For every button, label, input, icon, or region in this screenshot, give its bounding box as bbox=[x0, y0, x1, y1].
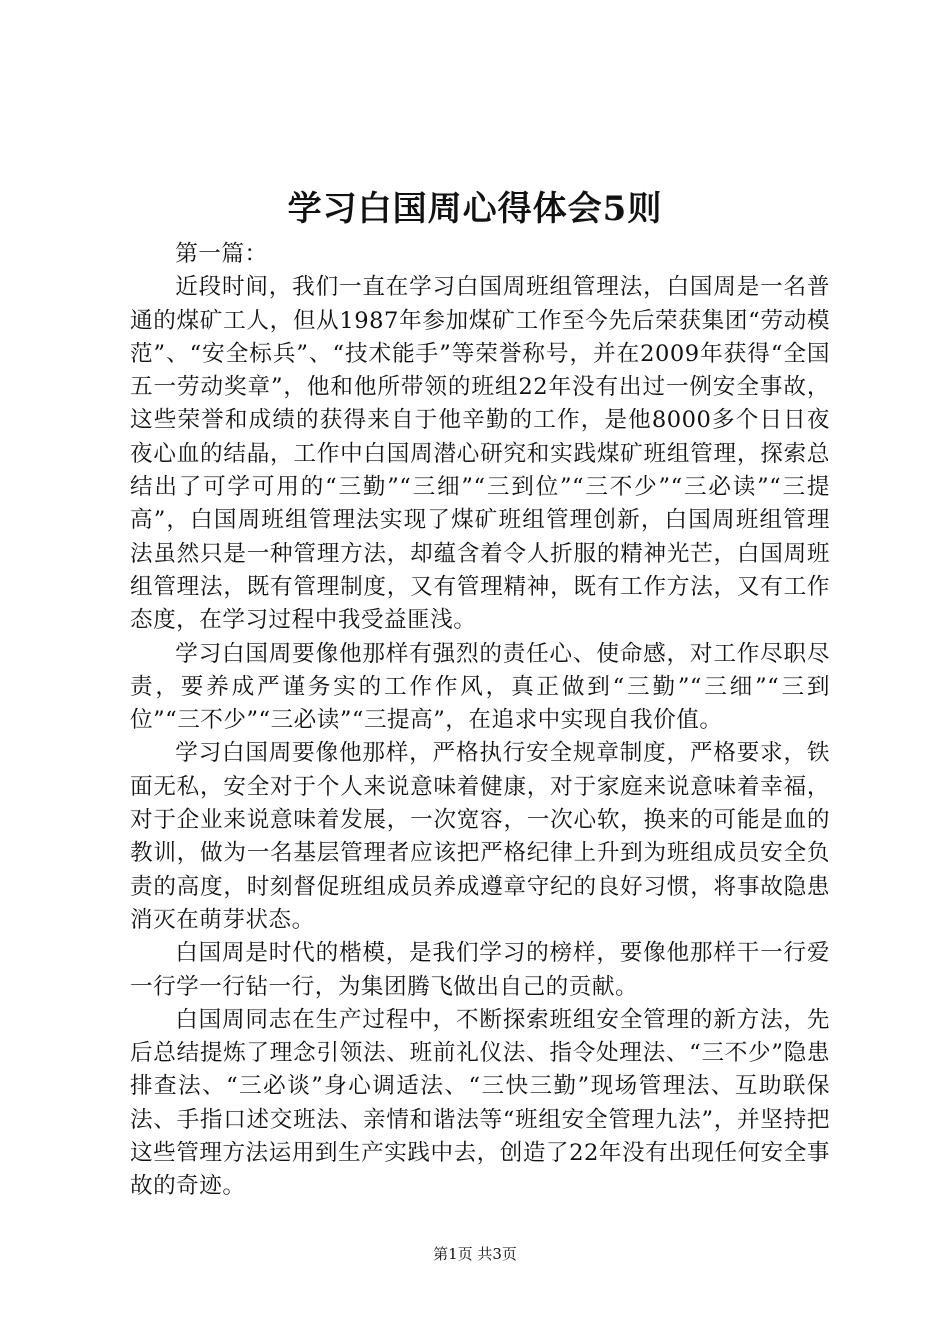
paragraph: 学习白国周要像他那样，严格执行安全规章制度，严格要求，铁面无私，安全对于个人来说意味着健康，对于家庭来说意味着幸福，对于企业来说意味着发展，一次宽容，一次心软，换来的可能是血的教训，做为一名基层管理者应该把严格纪律上升到为班组成员安全负责的高度，时刻督促班组成员养成遵章守纪的良好习惯，将事故隐患消灭在萌芽状态。 bbox=[130, 740, 830, 933]
paragraph: 近段时间，我们一直在学习白国周班组管理法，白国周是一名普通的煤矿工人，但从1987年参加煤矿工作至今先后荣获集团“劳动模范”、“安全标兵”、“技术能手”等荣誉称号，并在2009年获得“全国五一劳动奖章”，他和他所带领的班组22年没有出过一例安全事故，这些荣誉和成绩的获得来自于他辛勤的工作，是他8000多个日日夜夜心血的结晶，工作中白国周潜心研究和实践煤矿班组管理，探索总结出了可学可用的“三勤”“三细”“三到位”“三不少”“三必读”“三提高”，白国周班组管理法实现了煤矿班组管理创新，白国周班组管理法虽然只是一种管理方法，却蕴含着令人折服的精神光芒，白国周班组管理法，既有管理制度，又有管理精神，既有工作方法，又有工作态度，在学习过程中我受益匪浅。 bbox=[130, 274, 830, 634]
document-title: 学习白国周心得体会5则 bbox=[287, 189, 663, 229]
document-body bbox=[130, 238, 830, 1204]
page-footer: 第1页 共3页 bbox=[433, 1245, 517, 1263]
paragraph: 学习白国周要像他那样有强烈的责任心、使命感，对工作尽职尽责，要养成严谨务实的工作作风，真正做到“三勤”“三细”“三到位”“三不少”“三必读”“三提高”，在追求中实现自我价值。 bbox=[130, 640, 830, 734]
section-label: 第一篇： bbox=[175, 241, 268, 267]
paragraph: 白国周是时代的楷模，是我们学习的榜样，要像他那样干一行爱一行学一行钻一行，为集团腾飞做出自己的贡献。 bbox=[130, 940, 830, 1000]
paragraph: 白国周同志在生产过程中，不断探索班组安全管理的新方法，先后总结提炼了理念引领法、班前礼仪法、指令处理法、“三不少”隐患排查法、“三必谈”身心调适法、“三快三勤”现场管理法、互助联保法、手指口述交班法、亲情和谐法等“班组安全管理九法”，并坚持把这些管理方法运用到生产实践中去，创造了22年没有出现任何安全事故的奇迹。 bbox=[130, 1006, 830, 1200]
